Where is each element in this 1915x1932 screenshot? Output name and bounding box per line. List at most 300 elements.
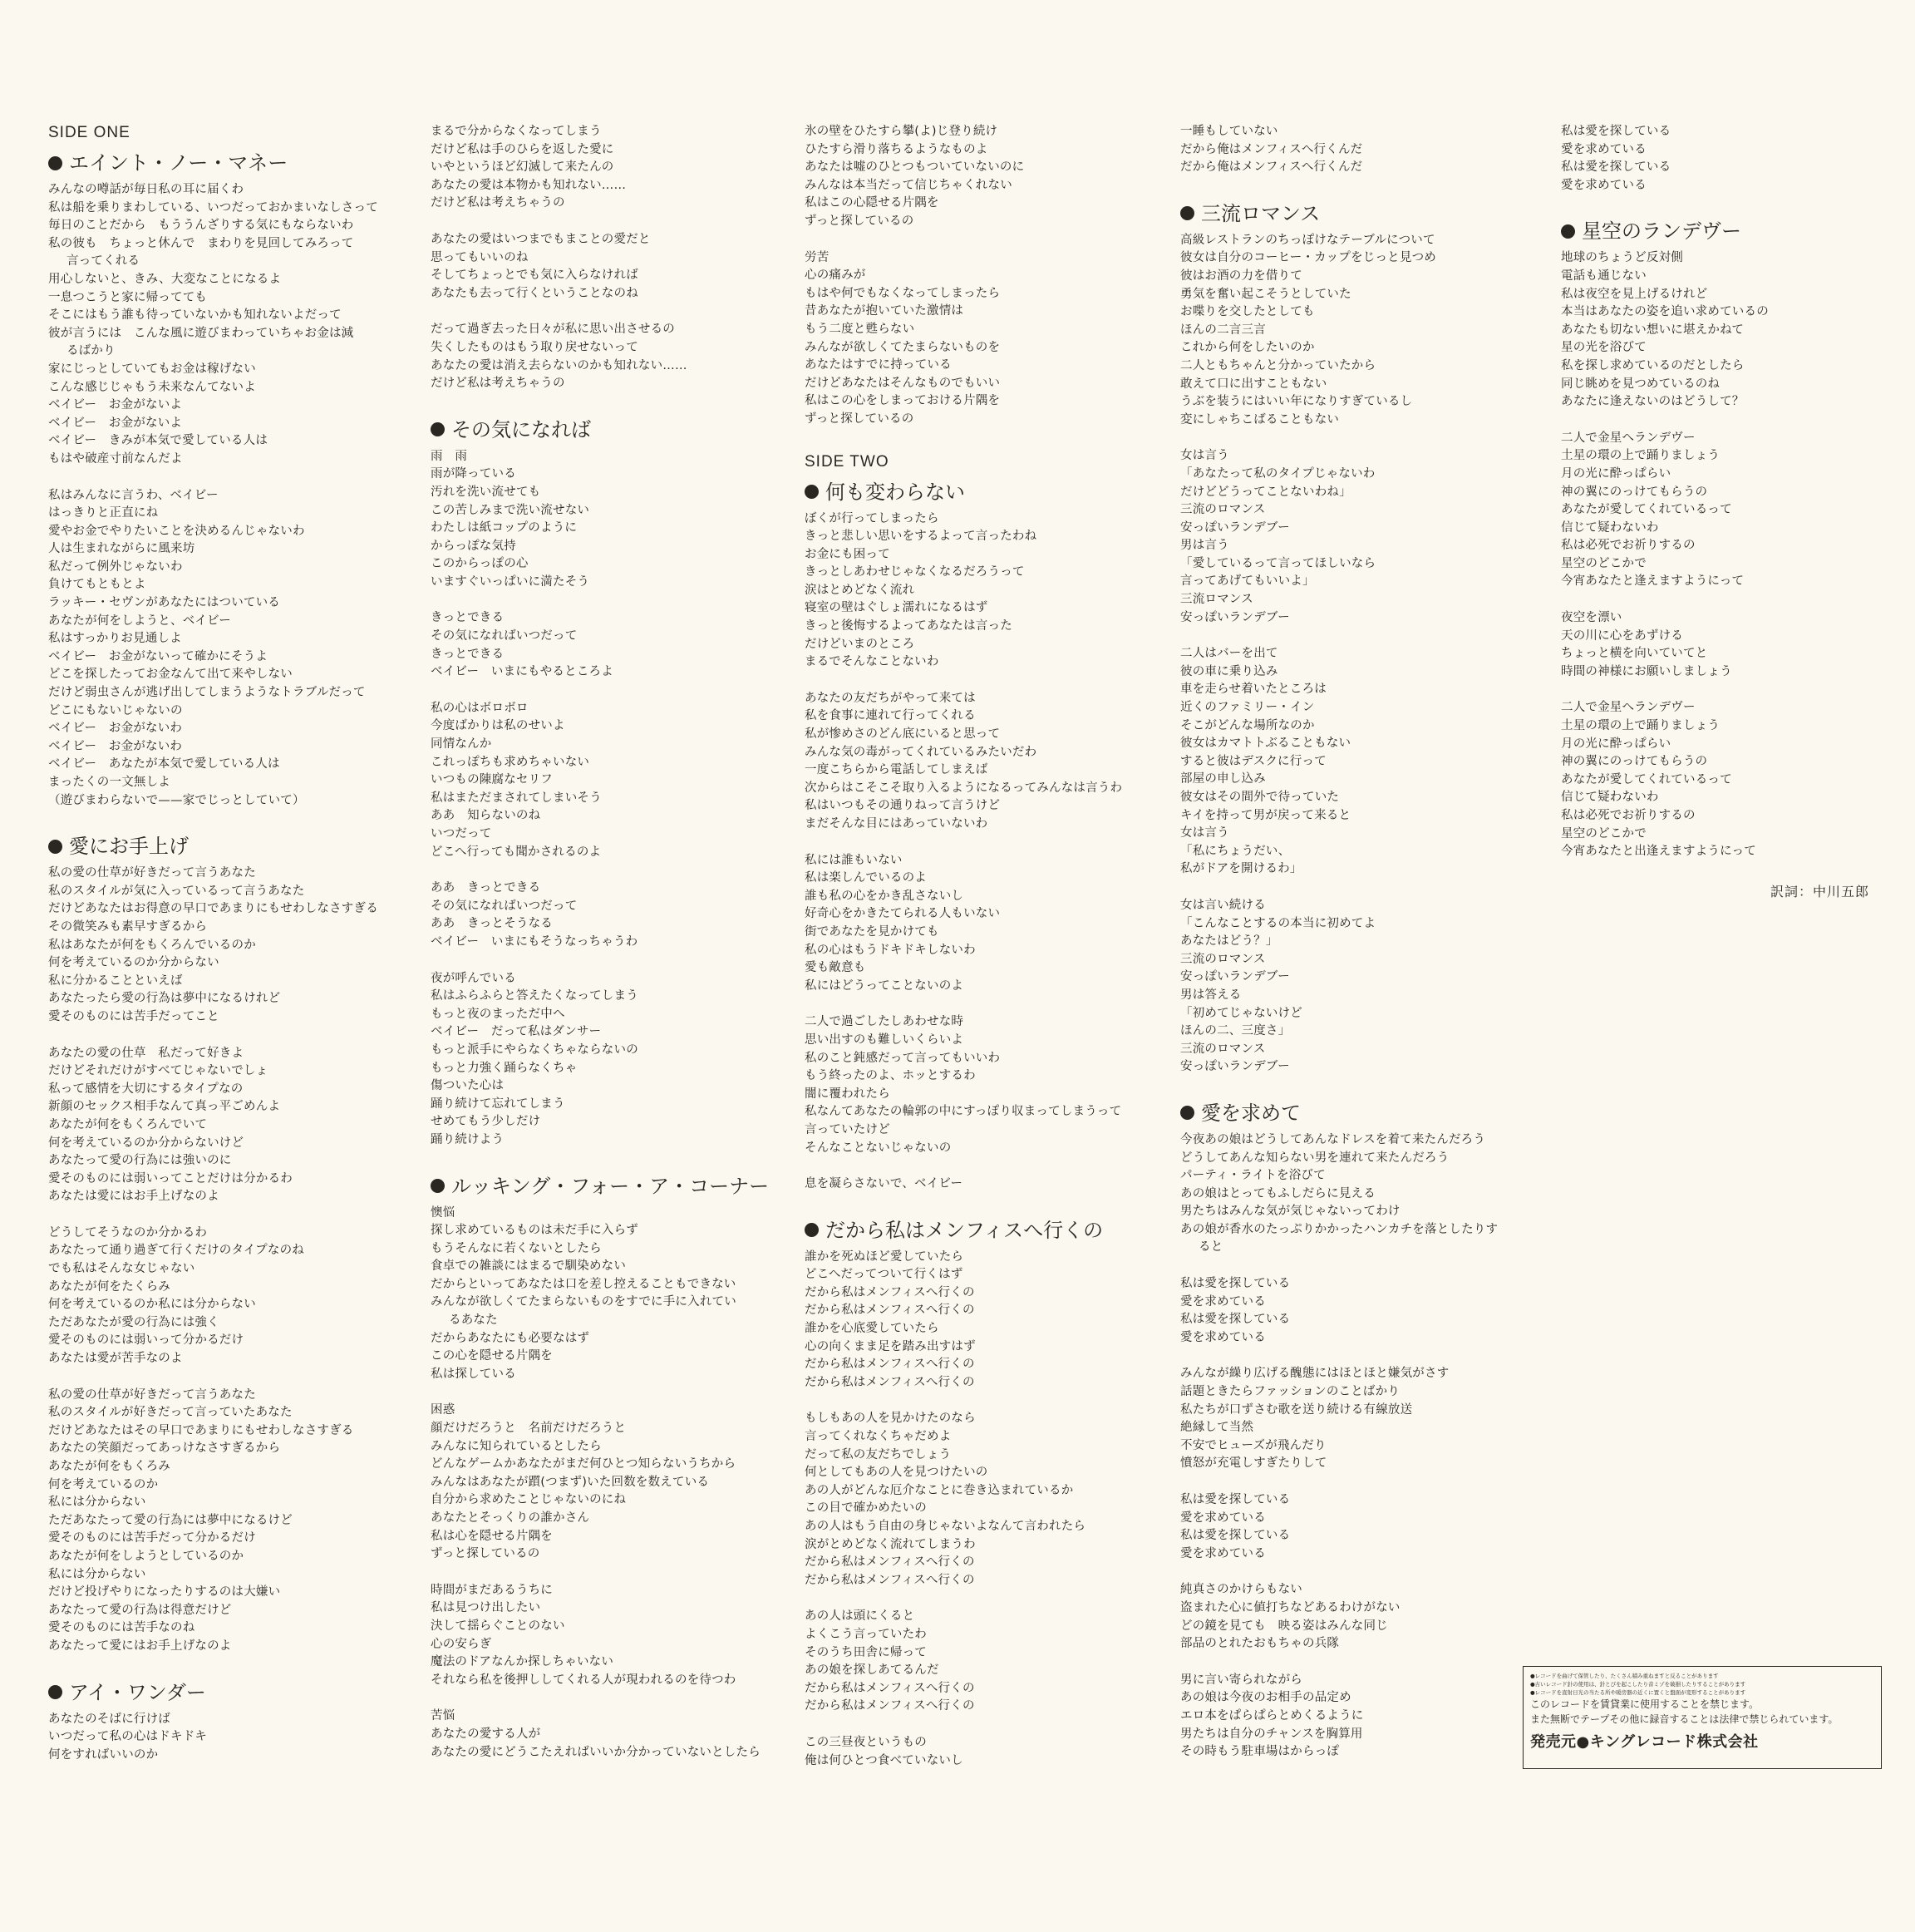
lyric-line: 私は見つけ出したい: [431, 1601, 541, 1615]
bullet-icon: [1180, 206, 1194, 220]
lyric-line: 男に言い寄られながら: [1180, 1673, 1302, 1687]
bullet-icon: [48, 156, 62, 170]
lyric-line: 二人で金星へランデヴー: [1561, 431, 1696, 445]
song-block: [431, 123, 796, 393]
stanza: [431, 448, 796, 592]
stanza: [431, 123, 796, 213]
lyric-line: だけど私は手のひらを返した愛に: [431, 142, 614, 156]
lyric-line: こんな感じじゃもう未来なんてないよ: [48, 380, 256, 394]
song-title: [805, 479, 1170, 505]
lyric-line: みんなが欲しくてたまらないものを: [805, 340, 1001, 354]
stanza: [431, 1402, 796, 1563]
song-block: [1180, 123, 1546, 177]
lyric-line: 男たちは自分のチャンスを胸算用: [1180, 1727, 1363, 1741]
lyric-line: 男は言う: [1180, 539, 1229, 553]
lyric-line: あなたが愛してくれているって: [1561, 503, 1732, 517]
lyric-line: 顔だけだろうと 名前だけだろうと: [431, 1422, 627, 1436]
lyric-line: 一度こちらから電話してしまえば: [805, 763, 988, 777]
lyric-line: だから俺はメンフィスへ行くんだ: [1180, 160, 1363, 175]
lyric-line: 人は生まれながらに風来坊: [48, 542, 195, 556]
stanza: [805, 1175, 1170, 1194]
lyric-line: 女は言い続ける: [1180, 898, 1266, 912]
song-block: [1180, 200, 1546, 1077]
lyric-line: 負けてもともとよ: [48, 578, 146, 592]
lyric-line: ああ きっとそうなる: [431, 917, 553, 931]
song-block: [431, 416, 796, 1150]
lyric-line: 私は夜空を見上げるけれど: [1561, 287, 1708, 301]
lyric-line: 雨 雨: [431, 449, 468, 463]
stanza: [1180, 1365, 1546, 1473]
stanza: [431, 231, 796, 303]
lyric-line: どの鏡を見ても 映る姿はみんな同じ: [1180, 1619, 1388, 1633]
lyric-line: 安っぽいランデブー: [1180, 1060, 1290, 1074]
stanza: [431, 1582, 796, 1690]
lyric-line: もうそんなに若くないとしたら: [431, 1241, 602, 1255]
song-title-text: 星空のランデヴー: [1582, 219, 1741, 244]
lyric-line: あなたが何をしようとしているのか: [48, 1549, 244, 1563]
lyric-line: どこへ行っても聞かされるのよ: [431, 845, 602, 859]
lyric-line: 部屋の申し込み: [1180, 772, 1266, 786]
lyric-line: まだそんな目にはあっていないわ: [805, 817, 988, 830]
lyric-line: あなたったら愛の行為は夢中になるけれど: [48, 992, 281, 1006]
stanza: [805, 1013, 1170, 1157]
lyric-line: そこがどんな場所なのか: [1180, 718, 1315, 732]
lyric-line: 神の翼にのっけてもらうの: [1561, 755, 1708, 769]
lyric-line: だって私の友だちでしょう: [805, 1447, 952, 1461]
lyric-line: お喋りを交したとしても: [1180, 305, 1315, 319]
stanza: [1561, 430, 1915, 591]
stanza: [805, 1734, 1170, 1770]
lyric-line: だけどいまのところ: [805, 637, 915, 651]
lyric-line: あなたのそばに行けば: [48, 1712, 170, 1726]
bullet-icon: [431, 422, 445, 436]
song-block: [805, 1217, 1170, 1770]
stanza: [431, 970, 796, 1150]
lyric-line: その気になればいつだって: [431, 629, 578, 643]
lyric-line: だから私はメンフィスへ行くの: [805, 1681, 975, 1695]
lyric-line: 私って感情を大切にするタイプなの: [48, 1082, 244, 1096]
lyric-line: あなたって通り過ぎて行くだけのタイプなのね: [48, 1244, 304, 1258]
lyric-line: 私はすっかりお見通しよ: [48, 632, 182, 646]
lyric-line: みんな気の毒がってくれているみたいだわ: [805, 745, 1037, 759]
lyric-line: あの娘は今夜のお相手の品定め: [1180, 1691, 1351, 1705]
lyric-line: ずっと探しているの: [431, 1547, 540, 1561]
side-label: SIDE TWO: [805, 452, 889, 471]
lyric-line: ベイビー いまにもそうなっちゃうわ: [431, 934, 638, 949]
lyric-line: るあなた: [449, 1313, 498, 1328]
stanza: [1561, 123, 1915, 195]
lyric-line: 今夜あの娘はどうしてあんなドレスを着て来たんだろう: [1180, 1132, 1486, 1146]
lyrics-column: [431, 123, 796, 1785]
lyric-line: 信じて疑わないわ: [1561, 791, 1659, 805]
lyric-line: だからといってあなたは口を差し控えることもできない: [431, 1277, 736, 1291]
lyric-line: 私は必死でお祈りするの: [1561, 809, 1696, 822]
lyric-line: 何を考えているのか私には分からない: [48, 1298, 256, 1312]
lyric-line: あの娘を探しあてるんだ: [805, 1663, 939, 1678]
stanza: [805, 123, 1170, 231]
lyric-line: ただあなたって愛の行為には夢中になるけど: [48, 1513, 293, 1527]
bullet-icon: [48, 1685, 62, 1699]
lyric-line: 思い出すのも難しいくらいよ: [805, 1033, 964, 1047]
stanza: [48, 1225, 414, 1368]
lyric-line: 労苦: [805, 250, 830, 264]
lyric-line: 男たちはみんな気が気じゃないってわけ: [1180, 1205, 1401, 1219]
lyric-line: だから私はメンフィスへ行くの: [805, 1304, 975, 1318]
lyric-line: ベイビー きみが本気で愛している人は: [48, 434, 268, 448]
lyric-line: 夜空を漂い: [1561, 611, 1622, 625]
lyric-line: 星の光を浴びて: [1561, 341, 1647, 355]
lyric-line: 毎日のことだから もううんざりする気にもならないわ: [48, 219, 354, 233]
lyric-line: 星空のどこかで: [1561, 826, 1647, 840]
bullet-icon: [48, 840, 62, 854]
lyric-line: 寝室の壁はぐしょ濡れになるはず: [805, 601, 988, 615]
song-title-text: 愛にお手上げ: [69, 835, 189, 859]
notice-small-line: ●レコードを曲げて保管したり、たくさん積み重ねますと反ることがあります: [1530, 1673, 1719, 1679]
lyric-line: 今宵あなたと逢えますようにって: [1561, 574, 1745, 589]
stanza: [431, 880, 796, 951]
lyric-line: 私がドアを開けるわ」: [1180, 862, 1302, 876]
lyric-line: 言ってくれなくちゃだめよ: [805, 1430, 952, 1444]
lyric-line: 涙はとめどなく流れ: [805, 583, 915, 597]
lyric-line: どこを探したってお金なんて出て来やしない: [48, 668, 293, 682]
notice-small-line: ●レコードを直射日光の当たる所や暖房器の近くに置くと盤面が変形することがあります: [1530, 1689, 1746, 1696]
stanza: [48, 865, 414, 1026]
stanza: [1180, 123, 1546, 177]
lyric-line: ずっと探しているの: [805, 412, 914, 426]
lyric-line: 愛を求めている: [1561, 142, 1647, 156]
lyric-line: 私はみんなに言うわ、ベイビー: [48, 488, 219, 502]
lyric-line: あなたの友だちがやって来ては: [805, 691, 976, 705]
lyric-line: 息を凝らさないで、ベイビー: [805, 1177, 963, 1191]
stanza: [48, 181, 414, 469]
lyric-line: 次からはこそこそ取り入るようになるってみんなは言うわ: [805, 781, 1123, 795]
song-block: [1180, 1100, 1546, 1762]
lyric-line: お金にも困って: [805, 547, 890, 561]
lyric-line: 私は探している: [431, 1367, 516, 1381]
lyric-line: 私の愛の仕草が好きだって言うあなた: [48, 1387, 256, 1402]
lyric-line: あなたの愛の仕草 私だって好きよ: [48, 1046, 244, 1060]
lyric-line: 私を食事に連れて行ってくれる: [805, 709, 976, 723]
lyric-line: 星空のどこかで: [1561, 556, 1647, 570]
lyric-line: きっと悲しい思いをするよって言ったわね: [805, 530, 1037, 544]
lyric-line: だから私はメンフィスへ行くの: [805, 1555, 975, 1570]
stanza: [431, 1708, 796, 1762]
lyric-line: 私の心はもうドキドキしないわ: [805, 943, 976, 957]
lyric-line: すると彼はデスクに行って: [1180, 754, 1327, 768]
lyric-line: 愛を求めている: [1180, 1546, 1266, 1560]
lyric-line: 夜が呼んでいる: [431, 971, 516, 985]
stanza: [1561, 249, 1915, 411]
lyric-line: わたしは紙コップのように: [431, 521, 578, 535]
stanza: [431, 700, 796, 861]
lyric-line: 私の彼も ちょっと休んで まわりを見回してみろって: [48, 236, 354, 250]
lyric-line: 時間の神様にお願いしましょう: [1561, 664, 1732, 678]
song-title-text: アイ・ワンダー: [69, 1680, 206, 1704]
lyric-line: 信じて疑わないわ: [1561, 520, 1659, 535]
lyric-line: 愛も敵意も: [805, 961, 866, 975]
lyric-line: 昔あなたが抱いていた激情は: [805, 304, 964, 318]
lyric-line: だから私はメンフィスへ行くの: [805, 1573, 975, 1587]
lyric-line: 彼が言うには こんな風に遊びまわっていちゃお金は減: [48, 326, 354, 340]
lyric-line: 月の光に酔っぱらい: [1561, 466, 1671, 481]
lyric-line: ほんの二言三言: [1180, 323, 1266, 337]
lyric-line: いやというほど幻滅して来たんの: [431, 160, 614, 175]
lyric-line: せめてもう少しだけ: [431, 1115, 541, 1129]
lyric-line: 新顔のセックス相手なんて真っ平ごめんよ: [48, 1100, 281, 1114]
lyric-line: あなたって愛の行為は得意だけど: [48, 1603, 232, 1617]
lyric-line: ベイビー だって私はダンサー: [431, 1025, 602, 1039]
lyric-line: どんなゲームかあなたがまだ何ひとつ知らないうちから: [431, 1457, 736, 1471]
stanza: [1180, 1275, 1546, 1347]
lyric-line: 踊り続けよう: [431, 1132, 505, 1146]
lyric-line: 男は答える: [1180, 988, 1242, 1002]
lyrics-column: [1561, 123, 1915, 885]
lyric-line: ただあなたが愛の行為には強く: [48, 1315, 219, 1329]
lyric-line: もはや何でもなくなってしまったら: [805, 286, 1001, 300]
lyric-line: だって過ぎ去った日々が私に思い出させるの: [431, 323, 675, 337]
lyric-line: 氷の壁をひたすら攀(よ)じ登り続け: [805, 125, 998, 138]
stanza: [431, 609, 796, 681]
lyric-line: 魔法のドアなんか探しちゃいない: [431, 1655, 614, 1669]
lyric-line: 愛を求めている: [1180, 1294, 1266, 1309]
lyric-line: 憤怒が充電しすぎたりして: [1180, 1456, 1327, 1471]
lyric-line: 「あなたって私のタイプじゃないわ: [1180, 466, 1376, 481]
lyric-line: あなたは愛が苦手なのよ: [48, 1352, 183, 1366]
song-block: [1561, 218, 1915, 860]
lyric-line: 心の痛みが: [805, 269, 866, 283]
song-block: [1561, 123, 1915, 195]
lyric-line: あなたの愛はいつまでもまことの愛だと: [431, 232, 651, 246]
lyric-line: 彼の車に乗り込み: [1180, 664, 1278, 678]
lyric-line: 懊悩: [431, 1205, 455, 1220]
lyric-line: ベイビー お金がないわ: [48, 722, 183, 736]
lyric-line: 汚れを洗い流せても: [431, 485, 541, 499]
lyric-line: 話題ときたらファッションのことばかり: [1180, 1385, 1401, 1399]
stanza: [48, 1045, 414, 1206]
song-title: [1561, 218, 1915, 244]
lyric-line: その時もう駐車場はからっぽ: [1180, 1745, 1340, 1759]
notice-line: また無断でテープその他に録音することは法律で禁じられています。: [1530, 1713, 1839, 1725]
lyric-line: もう終ったのよ、ホッとするわ: [805, 1069, 976, 1083]
lyric-line: いつだって私の心はドキドキ: [48, 1730, 208, 1744]
lyric-line: 愛やお金でやりたいことを決めるんじゃないわ: [48, 524, 305, 538]
lyric-line: 彼はお酒の力を借りて: [1180, 269, 1302, 283]
lyric-line: 車を走らせ着いたところは: [1180, 683, 1327, 697]
lyric-line: あの娘が香水のたっぷりかかったハンカチを落としたりす: [1180, 1222, 1499, 1236]
publisher-name: 発売元●キングレコード株式会社: [1530, 1733, 1759, 1751]
lyric-line: あなたが何をたくらみ: [48, 1279, 170, 1294]
lyric-line: ベイビー お金がないよ: [48, 398, 183, 412]
lyric-line: 近くのファミリー・イン: [1180, 701, 1315, 715]
lyric-line: 一睡もしていない: [1180, 125, 1278, 138]
lyric-line: いつもの陳腐なセリフ: [431, 773, 553, 787]
lyric-line: だけどあなたはそんなものでもいい: [805, 376, 1001, 390]
lyric-line: 何を考えているのか分からないけど: [48, 1136, 244, 1150]
lyric-line: 変にしゃちこばることもない: [1180, 412, 1340, 426]
lyric-line: キイを持って男が戻って来ると: [1180, 808, 1351, 822]
song-title: [431, 416, 796, 443]
lyric-line: 高級レストランのちっぽけなテーブルについて: [1180, 233, 1435, 247]
lyric-line: 私はあなたが何をもくろんでいるのか: [48, 938, 256, 952]
lyric-line: 部品のとれたおもちゃの兵隊: [1180, 1637, 1340, 1651]
lyric-line: そんなことないじゃないの: [805, 1141, 952, 1155]
lyric-line: 私が惨めさのどん底にいると思って: [805, 727, 1001, 742]
lyric-line: 三流ロマンス: [1180, 593, 1253, 607]
lyric-line: あなたの愛は本物かも知れない……: [431, 178, 627, 192]
lyric-line: 安っぽいランデブー: [1180, 970, 1290, 984]
notice-small-line: ●古いレコード針の使用は、針とびを起こしたり音ミゾを破損したりすることがあります: [1530, 1681, 1746, 1688]
lyric-line: 三流のロマンス: [1180, 952, 1266, 966]
lyric-line: 今度ばかりは私のせいよ: [431, 719, 565, 733]
song-title: [48, 833, 414, 860]
song-block: [805, 479, 1170, 1194]
lyric-line: るばかり: [66, 344, 116, 358]
lyric-line: 言ってあげてもいいよ」: [1180, 574, 1315, 589]
stanza: [1180, 897, 1546, 1077]
translator-credit: 訳詞：中川五郎: [1770, 884, 1870, 899]
lyric-line: いつだって: [431, 827, 492, 840]
lyric-line: 土星の環の上で踊りましょう: [1561, 449, 1721, 463]
lyric-line: どうしてそうなのか分かるわ: [48, 1225, 208, 1240]
lyric-line: 食卓での雑談にはまるで馴染めない: [431, 1259, 627, 1274]
lyric-line: みんなの噂話が毎日私の耳に届くわ: [48, 183, 244, 196]
lyric-line: 土星の環の上で踊りましょう: [1561, 719, 1721, 733]
lyric-line: 神の翼にのっけてもらうの: [1561, 485, 1708, 499]
lyric-line: 私たちが口ずさむ歌を送り続ける有線放送: [1180, 1402, 1413, 1417]
lyric-line: どこにもないじゃないの: [48, 703, 183, 717]
lyric-line: だけどどうってことないわね」: [1180, 485, 1351, 499]
stanza: [1180, 1491, 1546, 1563]
lyric-line: 私は愛を探している: [1180, 1529, 1291, 1543]
lyric-line: 本当はあなたの姿を追い求めているの: [1561, 305, 1769, 319]
lyric-line: 私のこと鈍感だって言ってもいいわ: [805, 1051, 1001, 1065]
lyric-line: きっとしあわせじゃなくなるだろうって: [805, 565, 1025, 579]
lyric-line: このからっぽの心: [431, 557, 529, 571]
lyric-line: みんなはあなたが躓(つまず)いた回数を数えている: [431, 1475, 710, 1489]
lyric-line: ベイビー お金がないって確かにそうよ: [48, 649, 268, 663]
lyric-line: 苦悩: [431, 1709, 455, 1723]
lyric-line: もはや破産寸前なんだよ: [48, 451, 183, 466]
lyric-line: 二人ともちゃんと分かっていたから: [1180, 358, 1376, 372]
lyric-line: ああ きっとできる: [431, 881, 541, 895]
lyric-line: 私は愛を探している: [1180, 1493, 1291, 1506]
lyric-line: 「こんなことするの本当に初めてよ: [1180, 916, 1376, 930]
lyric-line: だけど私は考えちゃうの: [431, 377, 565, 391]
lyric-line: あなたが何をしようと、ベイビー: [48, 614, 231, 628]
lyric-line: この三昼夜というもの: [805, 1735, 927, 1749]
lyric-line: 一息つこうと家に帰ってても: [48, 290, 208, 304]
stanza: [431, 1205, 796, 1384]
lyric-line: 純真さのかけらもない: [1180, 1583, 1302, 1597]
lyric-line: 私はまただまされてしまいそう: [431, 791, 602, 805]
lyric-line: 愛そのものには苦手だって分かるだけ: [48, 1531, 256, 1545]
lyric-line: だから私はメンフィスへ行くの: [805, 1375, 975, 1389]
stanza: [1180, 232, 1546, 430]
lyric-line: だから私はメンフィスへ行くの: [805, 1285, 975, 1299]
lyric-line: あなたはどう？」: [1180, 934, 1278, 949]
lyric-line: あなたが愛してくれているって: [1561, 772, 1732, 786]
lyric-line: 不安でヒューズが飛んだり: [1180, 1438, 1327, 1452]
stanza: [1180, 645, 1546, 879]
lyric-line: もっと力強く踊らなくちゃ: [431, 1061, 578, 1075]
lyric-line: 「愛しているって言ってほしいなら: [1180, 556, 1376, 570]
lyric-line: この苦しみまで洗い流せない: [431, 503, 590, 517]
lyric-line: あなたが何をもくろみ: [48, 1460, 170, 1473]
lyric-line: きっとできる: [431, 611, 505, 625]
lyric-line: 闇に覆われたら: [805, 1087, 890, 1101]
lyric-line: 私はこの心をしまっておける片隅を: [805, 394, 1001, 408]
lyric-line: エロ本をぱらぱらとめくるように: [1180, 1708, 1364, 1723]
lyric-line: 踊り続けて忘れてしまう: [431, 1097, 565, 1111]
lyric-line: この目で確かめたいの: [805, 1501, 927, 1516]
lyric-line: 私なんてあなたの輪郭の中にすっぽり収まってしまうって: [805, 1105, 1122, 1119]
stanza: [1561, 609, 1915, 681]
lyric-line: ずっと探しているの: [805, 214, 914, 228]
lyric-line: まるでそんなことないわ: [805, 655, 939, 669]
lyric-line: 心の安らぎ: [431, 1637, 492, 1651]
lyric-line: この心を隠せる片隅を: [431, 1349, 553, 1363]
song-title-text: ルッキング・フォー・ア・コーナー: [451, 1174, 770, 1198]
lyrics-column: [805, 123, 1170, 1793]
song-title-text: だから私はメンフィスへ行くの: [825, 1218, 1104, 1242]
lyric-line: みんなに知られているとしたら: [431, 1439, 602, 1453]
lyric-line: 同じ眺めを見つめているのね: [1561, 377, 1721, 391]
lyric-line: だから私はメンフィスへ行くの: [805, 1358, 975, 1372]
lyric-line: 私だって例外じゃないわ: [48, 559, 183, 574]
lyric-line: 私は愛を探している: [1561, 125, 1671, 138]
stanza: [48, 487, 414, 811]
stanza: [805, 1608, 1170, 1716]
lyric-line: あの人はもう自由の身じゃないよなんて言われたら: [805, 1520, 1086, 1533]
lyric-line: これっぽちも求めちゃいない: [431, 755, 590, 769]
lyric-line: あなたとそっくりの誰かさん: [431, 1511, 590, 1525]
notice-line: このレコードを賃貸業に使用することを禁じます。: [1530, 1698, 1760, 1710]
bullet-icon: [805, 1223, 819, 1237]
lyric-line: 好奇心をかきたてられる人もいない: [805, 907, 1001, 921]
lyric-line: 地球のちょうど反対側: [1561, 251, 1683, 265]
lyric-line: 心の向くまま足を踏み出すはず: [805, 1339, 976, 1353]
lyric-line: ベイビー いまにもやるところよ: [431, 665, 613, 679]
lyric-line: 同情なんか: [431, 737, 492, 752]
lyric-line: 三流のロマンス: [1180, 1042, 1266, 1056]
lyric-line: それなら私を後押ししてくれる人が現われるのを待つわ: [431, 1673, 736, 1687]
lyric-line: 愛を求めている: [1561, 178, 1647, 192]
lyric-line: あの人がどんな厄介なことに巻き込まれているか: [805, 1483, 1074, 1497]
lyric-line: ラッキー・セヴンがあなたにはついている: [48, 596, 281, 610]
lyric-line: 探し求めているものは未だ手に入らず: [431, 1224, 638, 1238]
side-label: SIDE ONE: [48, 124, 130, 141]
lyric-line: ひたすら滑り落ちるようなものよ: [805, 142, 988, 156]
lyric-line: からっぽな気持: [431, 539, 516, 553]
lyric-line: ベイビー お金がないわ: [48, 739, 183, 753]
lyric-line: もっと夜のまっただ中へ: [431, 1007, 565, 1021]
lyric-line: 涙がとめどなく流れてしまうわ: [805, 1537, 976, 1551]
lyric-line: あなたの愛にどうこたえればいいか分かっていないとしたら: [431, 1745, 761, 1759]
lyric-line: あなたは愛にはお手上げなのよ: [48, 1190, 219, 1204]
lyric-line: あの娘はとってもふしだらに見える: [1180, 1186, 1376, 1200]
lyric-line: でも私はそんな女じゃない: [48, 1262, 195, 1276]
lyric-line: 愛そのものには弱いってことだけは分かるわ: [48, 1171, 293, 1185]
stanza: [805, 690, 1170, 834]
lyric-line: 何を考えているのか: [48, 1477, 159, 1491]
lyric-line: だから俺はメンフィスへ行くんだ: [1180, 142, 1363, 156]
lyric-line: あなたも切ない想いに堪えかねて: [1561, 323, 1745, 337]
lyric-line: まるで分からなくなってしまう: [431, 125, 602, 138]
lyric-line: 困惑: [431, 1403, 455, 1417]
lyric-line: 女は言う: [1180, 826, 1229, 840]
lyric-line: 自分から求めたことじゃないのにね: [431, 1493, 627, 1507]
song-title-text: 何も変わらない: [825, 480, 965, 504]
